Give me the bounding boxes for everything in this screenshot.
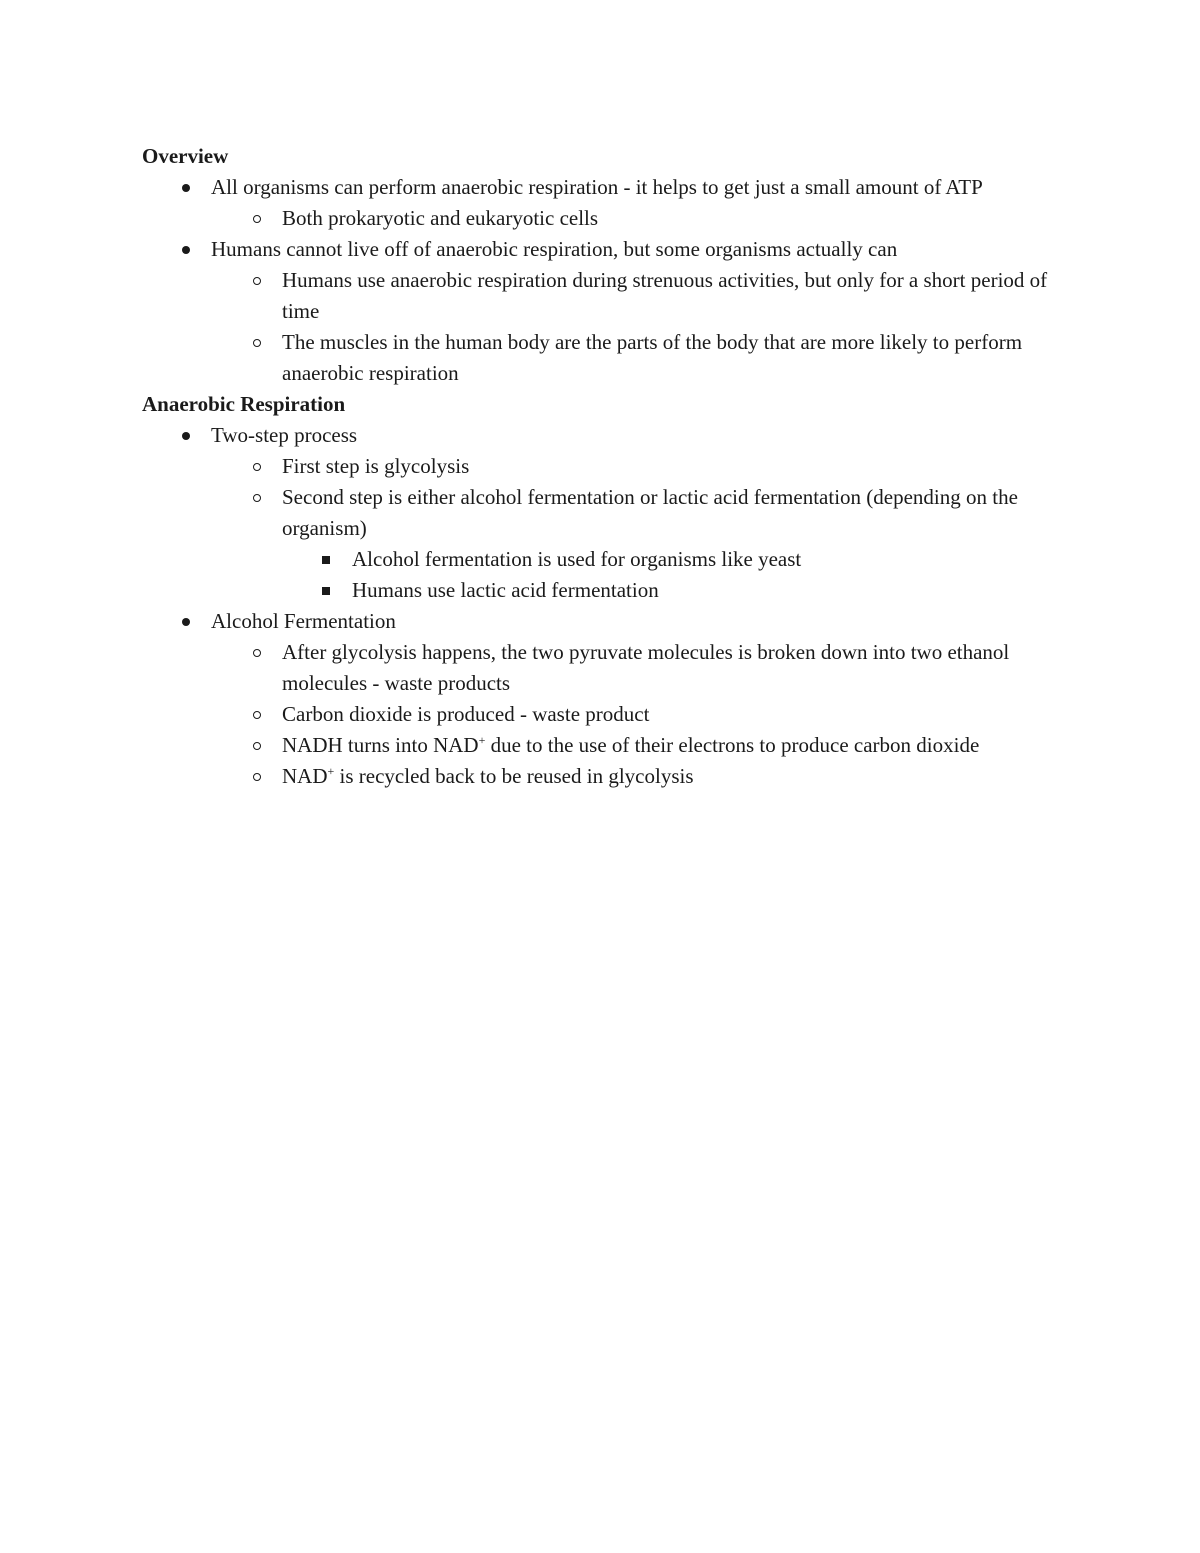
- hollow-bullet-icon: [249, 761, 265, 792]
- list-item: [142, 637, 1072, 699]
- list-item-text: Alcohol fermentation is used for organisms like yeast: [352, 547, 802, 571]
- hollow-bullet-icon: [249, 482, 265, 513]
- square-bullet-icon: [318, 544, 334, 575]
- square-bullet-icon: [318, 575, 334, 606]
- section-heading-overview: Overview: [142, 144, 229, 168]
- list-item-text: Humans use anaerobic respiration during strenuous activities, but only for a short period of time: [282, 268, 1048, 323]
- hollow-bullet-icon: [249, 637, 265, 668]
- section-heading-anaerobic-respiration: Anaerobic Respiration: [142, 392, 346, 416]
- list-item: [142, 482, 1072, 544]
- filled-bullet-icon: [178, 172, 194, 203]
- list-item-text: Both prokaryotic and eukaryotic cells: [282, 206, 599, 230]
- list-item-text: Second step is either alcohol fermentation or lactic acid fermentation (depending on the organism): [282, 485, 1018, 540]
- list-item-text: Two-step process: [211, 423, 358, 447]
- superscript-plus: +: [327, 764, 335, 778]
- list-item: [142, 420, 1072, 451]
- list-item-text: The muscles in the human body are the parts of the body that are more likely to perform anaerobic respiration: [282, 330, 1023, 385]
- list-item: [142, 234, 1072, 265]
- list-item-text: [282, 764, 694, 788]
- list-item: [142, 606, 1072, 637]
- superscript-plus: +: [478, 733, 486, 747]
- list-item-text: After glycolysis happens, the two pyruvate molecules is broken down into two ethanol molecules - waste products: [282, 640, 1010, 695]
- list-item: [142, 172, 1072, 203]
- list-item: [142, 544, 1072, 575]
- hollow-bullet-icon: [249, 451, 265, 482]
- text-before-superscript: NAD: [282, 764, 328, 788]
- text-after-superscript: due to the use of their electrons to produce carbon dioxide: [485, 733, 980, 757]
- document-page: [142, 141, 1072, 792]
- list-item: [142, 327, 1072, 389]
- list-item-text: Carbon dioxide is produced - waste product: [282, 702, 650, 726]
- list-item: [142, 699, 1072, 730]
- list-item: [142, 203, 1072, 234]
- hollow-bullet-icon: [249, 327, 265, 358]
- filled-bullet-icon: [178, 234, 194, 265]
- list-item-text: All organisms can perform anaerobic respiration - it helps to get just a small amount of ATP: [211, 175, 983, 199]
- list-item: [142, 761, 1072, 792]
- filled-bullet-icon: [178, 606, 194, 637]
- hollow-bullet-icon: [249, 265, 265, 296]
- text-before-superscript: NADH turns into NAD: [282, 733, 479, 757]
- list-item-text: [282, 733, 979, 757]
- list-item-text: Alcohol Fermentation: [211, 609, 396, 633]
- list-item: [142, 575, 1072, 606]
- list-item: [142, 451, 1072, 482]
- hollow-bullet-icon: [249, 699, 265, 730]
- list-item-text: Humans cannot live off of anaerobic respiration, but some organisms actually can: [211, 237, 898, 261]
- filled-bullet-icon: [178, 420, 194, 451]
- hollow-bullet-icon: [249, 730, 265, 761]
- list-item: [142, 265, 1072, 327]
- hollow-bullet-icon: [249, 203, 265, 234]
- list-item-text: First step is glycolysis: [282, 454, 470, 478]
- text-after-superscript: is recycled back to be reused in glycolysis: [334, 764, 694, 788]
- list-item: [142, 730, 1072, 761]
- list-item-text: Humans use lactic acid fermentation: [352, 578, 659, 602]
